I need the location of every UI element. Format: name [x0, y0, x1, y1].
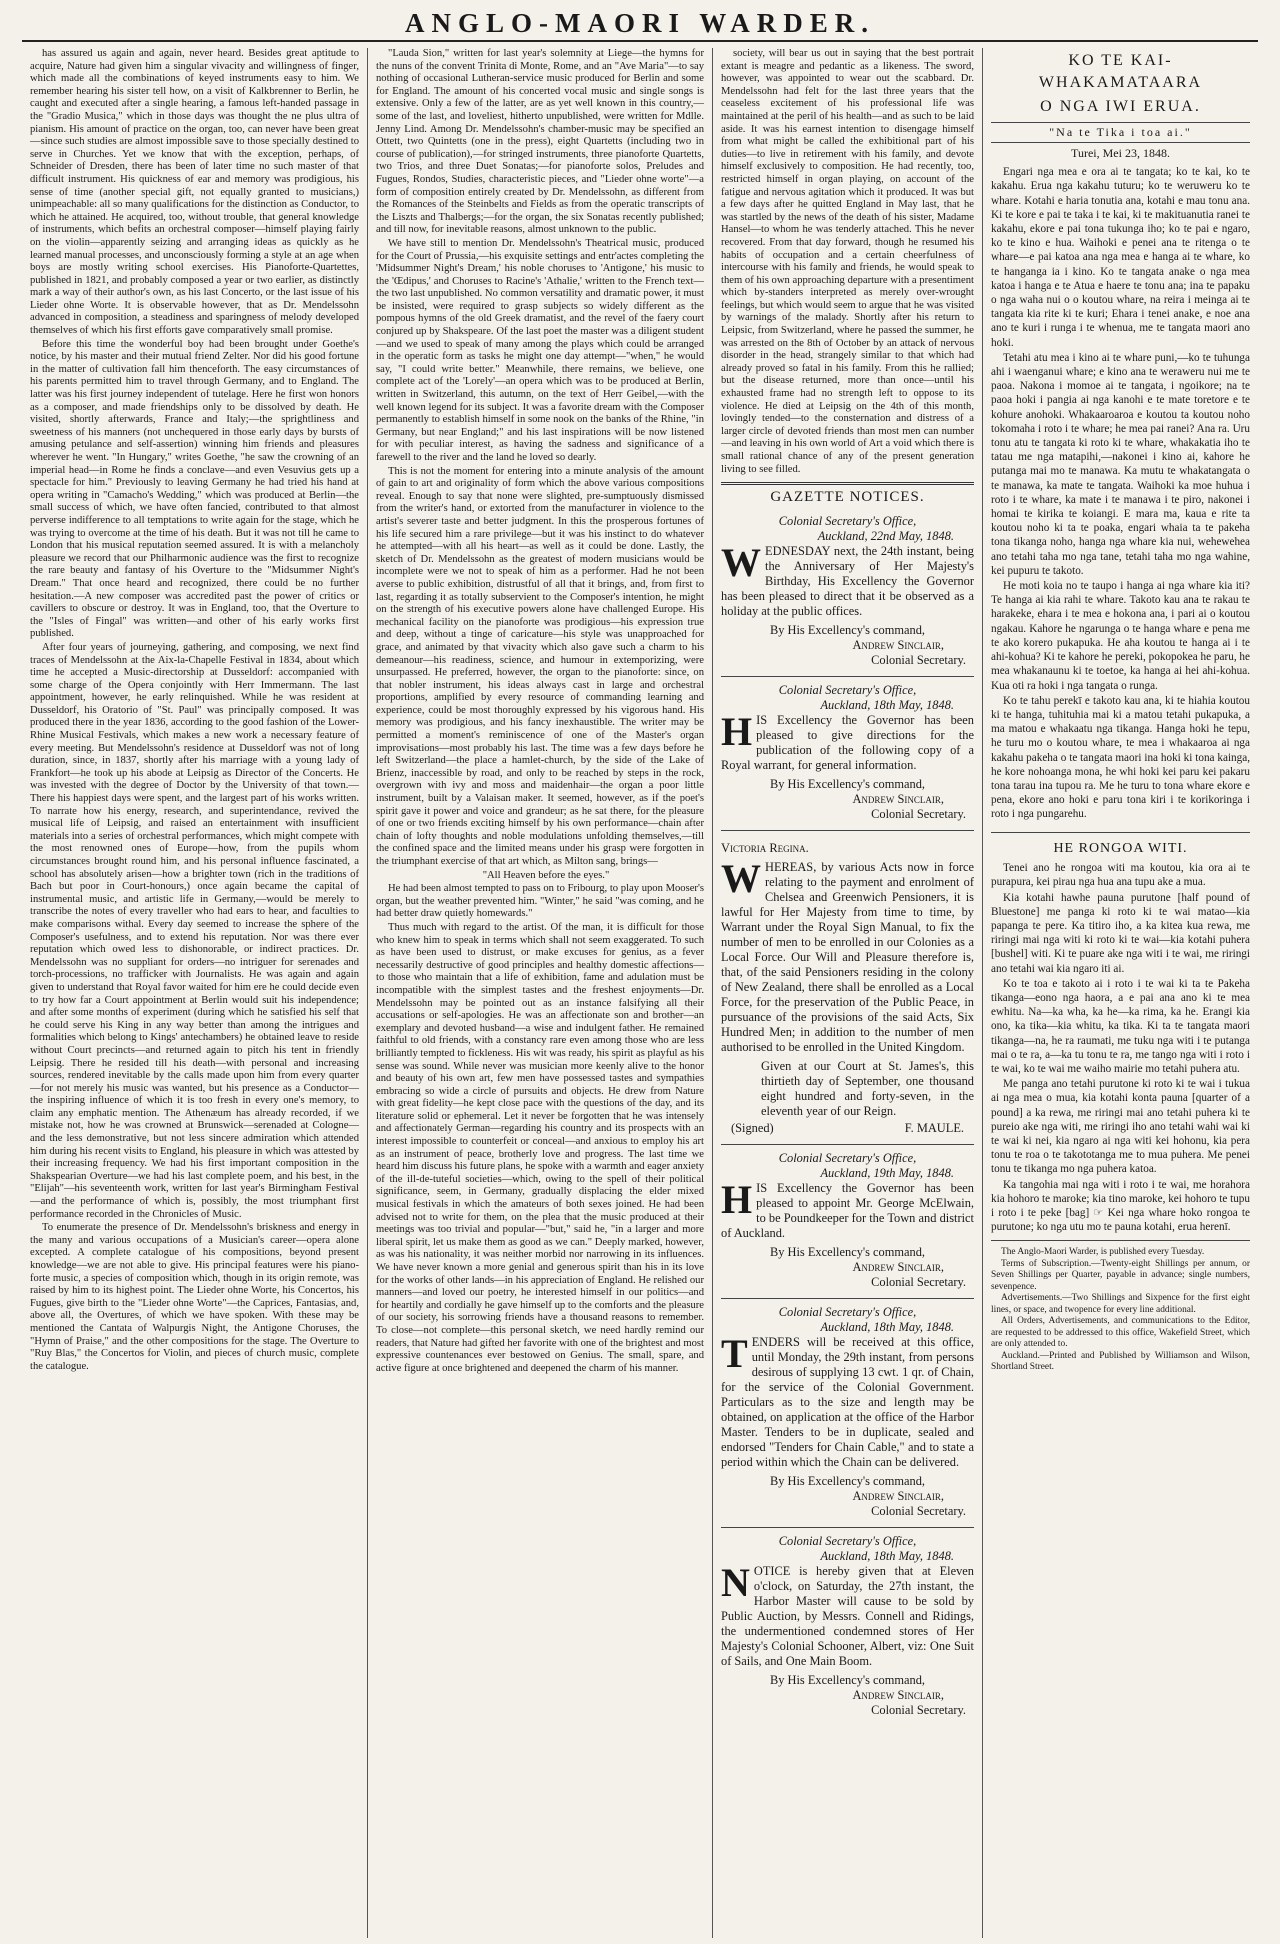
- article-paragraph: He had been almost tempted to pass on to Fribourg, to play upon Mooser's organ, but the weather prevented him. "Winter," he said "was coming, and he had better draw quietly homewards.": [376, 883, 704, 920]
- motto: "Na te Tika i toa ai.": [991, 122, 1250, 143]
- maori-paragraph: Ko te tahu perekī e takoto kau ana, ki te hiahia koutou ki te hanga, tuhituhia mai ki a matou tetahi pukapuka, a ma matou e whakaatu nga tikanga. Hanga hoki he tepu, he turu mo o koutou whare, te mea i whakaaroa ai nga kakahu pakeha o te tangata maori ina hoki ki tona kainga, he kore nohoanga mona, he whi hoki kei paru kei pakaru tona tarau ina tupou ra. Me he turu to tona whare ekore e pena, ekore ano hoki e paru tona kiri i te korikoringa i roto i nga pungarehu.: [991, 694, 1250, 821]
- article-paragraph: This is not the moment for entering into a minute analysis of the amount of gain to art and originality of form which the above various compositions reveal. Enough to say that none were slighted, pre-sumptuously dismissed from the writer's hand, or extorted from the manufacturer in violence to the artist's severer taste and better judgment. In this the prosperous fortunes of his life secured him a rare privilege—but it was his instinct to do whatever he attempted—with all his heart—as well as it could be done. Lastly, the sketch of Dr. Mendelssohn as the greatest of modern musicians would be incomplete were we not to speak of him as a performer. Had he not been averse to public exhibition, distrustful of all that it brings, and, from first to last, regarding it as totally subservient to the Composer's intention, he might on the strength of his executive powers alone have challenged Europe. His mechanical facility on the pianoforte was prodigious—his expression true and deep, without a tinge of caricature—his style was unapproached for grace, and animated by that vivacity which also gave such a charm to his demeanour—his readiness, science, and humour in extemporizing, were unsurpassed. He preferred, however, the organ to the pianoforte: since, on that nobler instrument, his ideas always cast in large and orchestral proportions, amplified by every resource of commanding learning and experience, could be most thoroughly expressed by his vigorous hand. His memory was prodigious, and his fancy inexhaustible. The writer may be permitted a moment's reminiscence of one of the Master's organ improvisations—most probably his last. The time was a few days before he left Switzerland—the place a hamlet-church, by the side of the Lake of Brienz, inaccessible by road, and only to be reached by steps in the rock, overgrown with ivy and moss and maidenhair—the organ a poor little instrument, built by a Valaisan maker. It seemed, however, as if the poet's spirit gave it power and voice and grandeur; as he sat there, for the pleasure of one or two friends exciting himself by his own performance—chain after chain of lofty thoughts and noble modulations unfolding themselves,—till the confined space and the limited means under his grasp were forgotten in the triumphant exercise of that art which, as Milton sang, brings—: [376, 465, 704, 867]
- notice-signature-title: Colonial Secretary.: [871, 1503, 966, 1518]
- column-2: [367, 48, 712, 1938]
- notice-signature-title: Colonial Secretary.: [871, 652, 966, 667]
- signed-name: F. MAULE.: [904, 1120, 964, 1135]
- notice-body: OTICE is hereby given that at Eleven o'clock, on Saturday, the 27th instant, the Harbor Master will cause to be sold by Public Auction, by Messrs. Connell and Ridings, the undermentioned condemned stores of Her Majesty's Colonial Schooner, Albert, viz: One Suit of Sails, and One Main Boom.: [721, 1563, 974, 1668]
- notice-by-command: By His Excellency's command,: [769, 622, 926, 637]
- notice-office: Colonial Secretary's Office,: [778, 513, 917, 528]
- imprint-line: Advertisements.—Two Shillings and Sixpence for the first eight lines, or space, and twopence for every line additional.: [991, 1293, 1250, 1315]
- notice-by-command: By His Excellency's command,: [769, 1672, 926, 1687]
- imprint-line: The Anglo-Maori Warder, is published every Tuesday.: [1001, 1247, 1205, 1258]
- notice-by-command: By His Excellency's command,: [769, 1244, 926, 1259]
- drop-cap: H: [721, 1176, 753, 1222]
- article-paragraph: We have still to mention Dr. Mendelssohn's Theatrical music, produced for the Court of Prussia,—his exquisite settings and entr'actes completing the 'Midsummer Night's Dream,' his noble choruses to 'Antigone,' his music to the 'Œdipus,' and Choruses to Racine's 'Athalie,' written to the French text—the two last unpublished. No common versatility and dramatic power, it must be insisted, were required to grasp subjects so widely different as the pompous hymns of the old Greek dramatist, and the revel of the faery court conjured up by Shakspeare. Of the last poet the master was a diligent student—and we used to speak of many among the plays which could be arranged in the operatic form as tasks he might one day attempt—"when," he would say, "I could write better." Meanwhile, there remains, we believe, one complete act of the 'Lorely'—an opera which was to be produced at Berlin, written in Switzerland, this autumn, on the text of Herr Geibel,—with the well known legend for its subject. It was a favorite dream with the Composer permanently to establish himself in some nook on the banks of the Rhine, "in Germany, but near England;" and his last inspirations will be now listened for with peculiar interest, as having the sadness and significance of a farewell to the river and the land he loved so dearly.: [376, 237, 704, 463]
- quotation: "All Heaven before the eyes.": [482, 869, 610, 881]
- notice-office: Colonial Secretary's Office,: [778, 1304, 917, 1319]
- article-paragraph: To enumerate the presence of Dr. Mendelssohn's briskness and energy in the many and various occupations of a Musician's career—opera alone excepted. A complete catalogue of his compositions, beyond present knowledge—we are not able to give. His principal features were his piano-forte music, a species of composition which, though in its origin remote, was raised by him to its highest point. The Lieder ohne Worte, his Concertos, his Fugues, give birth to the "Lieder ohne Worte"—the Caprices, Fantasias, and, above all, the Overtures, of which we have spoken. With these may be mentioned the Cantata of Walpurgis Night, the Antigone Choruses, the "Hymn of Praise," and the other compositions for the stage. The Overture to "Ruy Blas," the Concertos for Violin, and pieces of church music, complete the catalogue.: [30, 1222, 359, 1372]
- drop-cap: W: [721, 855, 761, 901]
- drop-cap: H: [721, 708, 753, 754]
- drop-cap: T: [721, 1330, 748, 1376]
- notice-office: Colonial Secretary's Office,: [778, 682, 917, 697]
- column-1: [22, 48, 367, 1938]
- notice-signature: Andrew Sinclair,: [852, 637, 944, 652]
- notice-signature-title: Colonial Secretary.: [871, 1702, 966, 1717]
- gazette-notice: [721, 508, 974, 677]
- maori-section-subtitle: O NGA IWI ERUA.: [1040, 98, 1201, 115]
- notice-by-command: By His Excellency's command,: [769, 776, 926, 791]
- notice-signature: Andrew Sinclair,: [852, 1259, 944, 1274]
- notice-body: EDNESDAY next, the 24th instant, being the Anniversary of Her Majesty's Birthday, His Excellency the Governor has been pleased to direct that it be observed as a holiday at the public offices.: [721, 543, 974, 618]
- rongoa-paragraph: Ka tangohia mai nga witi i roto i te wai, me horahora kia hohoro te maroke; kia tino maroke, kei hohoro te tupu i roto i te peke [bag] ☞ Kei nga whare hoko rongoa te purutone; ko nga utu mo te pauna kotahi, erua herenī.: [991, 1178, 1250, 1234]
- royal-heading: Victoria Regina.: [721, 840, 809, 855]
- drop-cap: W: [721, 539, 761, 585]
- notice-body: IS Excellency the Governor has been pleased to appoint Mr. George McElwain, to be Poundkeeper for the Town and district of Auckland.: [721, 1180, 974, 1240]
- notice-date: Auckland, 18th May, 1848.: [820, 1548, 954, 1563]
- issue-date: Turei, Mei 23, 1848.: [1071, 145, 1170, 160]
- article-paragraph: After four years of journeying, gathering, and composing, we next find traces of Mendelssohn at the Aix-la-Chapelle Festival in 1834, about which time he accepted a Music-directorship at Dusseldorf: accompanied with some charge of the Opera conjointly with Herr Immermann. The last appointment, however, he early relinquished. While he was resident at Dusseldorf, his Oratorio of "St. Paul" was principally composed. It was produced there in the year 1836, according to the good fashion of the Lower-Rhine Musical Festivals, which makes a new work a necessary feature of every meeting. But Mendelssohn's residence at Dusseldorf was not of long duration, since, in 1837, shortly after his marriage with a young lady of Frankfort—he took up his abode at Leipsig as Director of the Concerts. He was invested with the degree of Doctor by the University of that town.—There his happiest days were spent, and the largest part of his works written. To narrate how his energy, research, and superintendance, revived the musical life of Leipsig, and raised an entertainment with insufficient materials into a series of orchestral performances, which might compete with the most renowned ones of Europe—how, from the pupils whom circumstances brought round him, and his personal influence fascinated, a school has absolutely arisen—how a brighter town (rich in the traditions of Bach but poor in Court-honours,) once again became the capital of instrumental music, and artistic life in Germany,—would be merely to transcribe the notes of every traveller who had ears to hear, and faculties to make comparisons withal. Every day seemed to increase the sphere of the Composer's usefulness, and to extend his reputation. Nor was there ever reputation which owed less to dishonorable, or indirect practices. Dr. Mendelssohn was no suppliant for orders—no intriguer for serenades and torch-processions, no trafficker with Journalists. He was again and again given to understand that Royal favor waited for him ere he could decide even to try how far a Court appointment at Berlin would suit his independence; and after some months of experiment (during which he satisfied his self that he could serve his King in any way better than among the intrigues and formalities which belong to Kings' antechambers) he obtained leave to reside without Court precincts—and returned again to pitch his tent in friendly Leipsig. There he resided till his death—with personal and increasing sources, rendered inevitable by the calls made upon him from every quarter—for not merely his music was wanted, but his presence as a Conductor—the inspiring influence of which it is too fresh in every one's memory, to claim any emphatic mention. The Athenæum has already recorded, if we mistake not, how he was crowned at Brunswick—serenaded at Cologne—and the less demonstrative, but not less sincere admiration which attended him during his recent visits to England, his pleasure in which was attested by their increasing frequency. We had his first important composition in the Shakspearian Overture—we had his last complete poem, and his best, in the "Elijah"—his seventeenth work, written for last year's Birmingham Festival—and the performance of which is, possibly, the most triumphant first performance recorded in the Chronicles of Music.: [30, 641, 359, 1220]
- maori-paragraph: He moti koia no te taupo i hanga ai nga whare kia iti? Te hanga ai kia rahi te whare. Takoto kau ana te rakau te harakeke, ehara i te mea e hokona ana, i pari ai o koutou ngakau. Kahore he ngarunga o te hanga whare e pena me te ako korero pukapuka. He aha koutou te hanga ai i te ahi-kohua? Ki te kahore he pereki, pokopokea he paru, he mea whakanaunu ki te toetoe, ka hanga ai hei ahi-kohua. Kua oti ra hoki i nga tangata o runga.: [991, 580, 1250, 692]
- imprint: [991, 1240, 1250, 1374]
- gazette-notice: [721, 1145, 974, 1299]
- notice-body: ENDERS will be received at this office, until Monday, the 29th instant, from persons desirous of supplying 13 cwt. 1 qr. of Chain, for the service of the Colonial Government. Particulars as to the size and length may be obtained, on application at the office of the Harbor Master. Tenders to be in duplicate, sealed and endorsed "Tenders for Chain Cable," and to state a period within which the Chain can be delivered.: [721, 1334, 974, 1469]
- notice-signature-title: Colonial Secretary.: [871, 806, 966, 821]
- notice-office: Colonial Secretary's Office,: [778, 1533, 917, 1548]
- notice-date: Auckland, 22nd May, 1848.: [817, 528, 954, 543]
- column-4: [982, 48, 1258, 1938]
- article-paragraph: Thus much with regard to the artist. Of the man, it is difficult for those who knew him to speak in terms which shall not seem exaggerated. To such as have been used to distrust, or make excuses for genius, as a fever necessarily destructive of good principles and healthy domestic affections—to those who maintain that a life of exhibition, fame and adulation must be incompatible with the simplest tastes and the freshest enjoyments—Dr. Mendelssohn may be pointed out as an instance falsifying all their accusations or self-apologies. He was an affectionate son and brother—an exemplary and devoted husband—a wise and indulgent father. He remained faithful to old friends, with a constancy rare even among those who are less brilliantly tempted to fickleness. His wit was ready, his spirit as playful as his sense was sound. While never was musician more keenly alive to the honor and beauty of his own art, few men have possessed tastes and sympathies embracing so wide a circle of pursuits and objects. He drew from Nature with great fidelity—he kept close pace with the questions of the day, and its literature solid or ephemeral. Let it never be forgotten that he was intensely and affectionately German—regarding his country and its prospects with an interest impossible to counterfeit or conceal—and anxious to employ his art as an instrument of peace, brotherly love and progress. The last time we heard him discuss his future plans, he spoke with a warmth and eager anxiety of the ill-de-tuteful societies—which, owing to the spell of their political significance, seem, in Germany, gradually displacing the elder mixed musical festivals in which the amateurs of both sexes joined. He had been advised not to write for them, on the plea that the music produced at their meetings was too trivial and popular—"but," said he, "in a larger and more liberal spirit, let us make them as good as we can." Deeply marked, however, as was his nationality, it was neither morbid nor narrowing in its influences. We have never known a more genial and generous spirit than his in its love for the works of other lands—in his appreciation of England. He relished our manners—and loved our poetry, he interested himself in our politics—and for heartily and cordially he gave himself up to the comforts and the pleasure of our society, his sorrowing friends have a thousand reasons to remember. To close—not complete—this personal sketch, we need hardly remind our readers, that Nature had gifted her favorite with one of the brightest and most expressive countenances ever bestowed on Genius. The small, spare, and active figure at once brightened and deepened the charm of his manner.: [376, 921, 704, 1374]
- notice-by-command: By His Excellency's command,: [769, 1473, 926, 1488]
- maori-paragraph: Engari nga mea e ora ai te tangata; ko te kai, ko te kakahu. Erua nga kakahu tuturu; ko te weruweru ko te whare. Kotahi e haria tonutia ana, kotahi e mau tonu ana. Ki te kore e pai te taka i te kai, ki te makituanutia ranei te kakahu, ekore e pai tona tukunga iho; ko te pai e ngaro, ko te kino e hua. Waihoki e penei ana te ritenga o te whare—e pai katoa ana nga mea e hanga ai te whare, ko te hanganga ia i kino. Ko te tangata anake o nga mea katoa i hanga e te Atua e haere te tonu ana; ina te papaku o nga waha nui o o koutou whare, na reira i meinga ai te tangata kia rite ki te kuri; Ehara i tenei anake, e noe ana ano te kuri i runga i te whenua, me te tangata maori ano hoki.: [991, 166, 1250, 349]
- notice-signature: Andrew Sinclair,: [852, 1687, 944, 1702]
- notice-body: IS Excellency the Governor has been pleased to give directions for the publication of the following copy of a Royal warrant, for general information.: [721, 712, 974, 772]
- notice-date: Auckland, 19th May, 1848.: [820, 1165, 954, 1180]
- drop-cap: N: [721, 1559, 750, 1605]
- gazette-title: GAZETTE NOTICES.: [721, 482, 974, 504]
- signed-label: (Signed): [731, 1120, 774, 1135]
- notice-given: Given at our Court at St. James's, this thirtieth day of September, one thousand eight hundred and forty-seven, in the eleventh year of our Reign.: [761, 1058, 974, 1118]
- imprint-line: Auckland.—Printed and Published by Williamson and Wilson, Shortland Street.: [991, 1350, 1250, 1373]
- imprint-line: All Orders, Advertisements, and communications to the Editor, are requested to be addressed to this office, Wakefield Street, which are only attended to.: [991, 1316, 1250, 1350]
- notice-signature-title: Colonial Secretary.: [871, 1274, 966, 1289]
- notice-office: Colonial Secretary's Office,: [778, 1150, 917, 1165]
- article-paragraph: has assured us again and again, never heard. Besides great aptitude to acquire, Nature had given him a singular vivacity and willingness of finger, which made all the combinations of keyed instruments easy to him. We remember hearing his sister tell how, on a visit of Kalkbrenner to Berlin, he caught and executed after a single hearing, a famous left-handed passage in the "Gradio Musica," which in those days was thought the ne plus ultra of pianism. His amount of practice on the organ, too, can never have been great—since such studies are almost impossible save to those specially destined to serve in Churches. Yet we know that with the exception, perhaps, of Schneider of Dresden, there has been of later time no such master of that difficult instrument. His quickness of ear and memory was prodigious, his sense of time (another special gift, not equally granted to musicians,) unimpeachable: all so many qualifications for the distinction as Conductor, to which he attained. He acquired, too, without trouble, that general knowledge of instruments, which befits an orchestral composer—himself playing fairly on the violin—apparently seizing and arranging ideas as quickly as he learned manual processes, and unconsciously forming a style at an age when boys are mostly writing school exercises. His Pianoforte-Quartettes, published in 1821, and probably composed a year or two earlier, as distinctly mark a way of their author's own, as his last Concerto, or the last issue of his Lieder ohne Worte. It is observable however, that as Dr. Mendelssohn advanced in composition, a steadiness and sparingness of melody developed themselves of which his first efforts gave comparatively small promise.: [30, 48, 359, 337]
- article-paragraph: Before this time the wonderful boy had been brought under Goethe's notice, by his master and their mutual friend Zelter. Nor did his good fortune in the matter of cultivation fall him thenceforth. The easy circumstances of his parents permitted him to travel through Germany, and to England. The latter was his first journey independent of tutelage. Here he first won honors as a composer, and made friendships only to be dissolved by death. He visited, shortly afterwards, France and Italy;—the sprightliness and sweetness of his manners (not unchequered in those early days by bursts of amusing petulance and self-assertion) winning him friends and pleasures wherever he went. "In Hungary," writes Goethe, "he saw the crowning of an imperial head—in Rome he finds a conclave—and even Vesuvius gets up a spectacle for him." Previously to leaving Germany he had tried his hand at opera writing in "Camacho's Wedding," which was produced at Berlin—the small success of which, we have often fancied, contributed to that almost perverse indifference to all temptations to write again for the stage, which he was trying to overcome at the time of his death. But it was not till he came to London that his musical reputation seemed assured. It is with a melancholy pleasure we record that our Philharmonic audience was the first to recognize the rare beauty and fantasy of his Overture to the "Midsummer Night's Dream." That once heard and recognized, there could be no further hesitation.—A new composer was accredited past the power of critics or cavillers to obscure or destroy. It was in England, too, that the Overture to the "Isles of Fingal" was written—and other of his early works first published.: [30, 338, 359, 640]
- article-paragraph: "Lauda Sion," written for last year's solemnity at Liege—the hymns for the nuns of the convent Trinita di Monte, Rome, and an "Ave Maria"—to say nothing of occasional Lutheran-service music produced for Berlin and some for England. The amount of his concerted vocal music and single songs is extensive. Only a few of the latter, are as yet well known in this country,—some of the last, and loveliest, hitherto unpublished, were written for Mdlle. Jenny Lind. Among Dr. Mendelssohn's chamber-music may be specified an Ottett, two Quintetts (one in the press), eight Quartetts (including two in course of publication),—for stringed instruments, three pianoforte Quartetts, two Trios, and three Duet Sonatas;—for pianoforte solos, Preludes and Fugues, Rondos, Studies, characteristic pieces, and "Lieder ohne worte"—a form of composition entirely created by Dr. Mendelssohn, as different from the Romances of the Steinbelts and Fields as from the operatic transcripts of the Liszts and Thalbergs;—for the organ, the six Sonatas recently published; and till now, for inevitable reasons, almost unknown to the public.: [376, 48, 704, 236]
- masthead: ANGLO-MAORI WARDER.: [22, 6, 1258, 42]
- imprint-line: Terms of Subscription.—Twenty-eight Shillings per annum, or Seven Shillings per Quarter, payable in advance; single numbers, sevenpence.: [991, 1258, 1250, 1292]
- notice-signature: Andrew Sinclair,: [852, 1488, 944, 1503]
- rongoa-paragraph: Me panga ano tetahi purutone ki roto ki te wai i tukua ai nga mea o mua, kia kotahi konta pauna [quarter of a pound] a ka rewa, me riringi mai ano tetahi puhera ki te pureio ake nga witi, me riringi iho ano tetahi wahi wai ki te wai ki nei, kia ngaro ai nga witi kei hohonu, kia pera tonu te roa o te takototanga me to mua puhera. Me penei tonu te tikanga mo nga puhera katoa.: [991, 1078, 1250, 1176]
- signed-line: [721, 1121, 974, 1136]
- article-paragraph: society, will bear us out in saying that the best portrait extant is meagre and pedantic as a likeness. The sword, however, was appointed to wear out the scabbard. Dr. Mendelssohn had felt for the last three years that the ceaseless excitement of his professional life was maintained at the peril of his health—and as such to be laid aside. It was his earnest intention to disengage himself from what might be called the exhibitional part of his duties—to live in retirement with his family, and devote himself exclusively to composition. He had recently, too, restricted himself in organ playing, on account of the fatigue and nervous agitation which it produced. It was but a few days after he quitted England in May last, that he was startled by the news of the death of his sister, Madame Hansel—to whom he was tenderly attached. This he never recovered. From that day forward, though he resumed his habits of occupation and a certain cheerfulness of intercourse with his family and friends, he would speak to them of his own approaching departure with a presentiment which by-standers interpreted as merely over-wrought feelings, but which would seem to argue that he was visited by warnings of the malady. Shortly after his return to Leipsic, from Switzerland, where he passed the summer, he was arrested on the 8th of October by an attack of nervous disorder in the head, strangely similar to that which had already proved so fatal in his family. From this he rallied; but the disease returned, more than once—until his exhausted frame had no strength left to oppose to its violence. He died at Leipsig on the 4th of this month, lovingly tended—to the consternation and distress of a larger circle of devoted friends than most men can number—and leaving in his own world of Art a void which there is small rational chance of any of the present generation living to see filled.: [721, 48, 974, 475]
- notice-date: Auckland, 18th May, 1848.: [820, 1319, 954, 1334]
- rongoa-paragraph: Kia kotahi hawhe pauna purutone [half pound of Bluestone] me panga ki roto ki te wai matao—kia papanga te pere. Ka titiro iho, a ka kitea kua rewa, me riringi mai nga witi ki roto ki te wai—kia kotahi puhera [bushel] witi. Ki te puare ake nga witi i te wai, me riringi ano tetahi wai kia ngaro iti ai.: [991, 891, 1250, 975]
- gazette-notice: [721, 1299, 974, 1528]
- gazette-notice: [721, 831, 974, 1145]
- rongoa-paragraph: Tenei ano he rongoa witi ma koutou, kia ora ai te purapura, kei pirau nga hua ana tupu ake a mua.: [991, 862, 1250, 889]
- rongoa-paragraph: Ko te toa e takoto ai i roto i te wai ki ta te Pakeha tikanga—eono nga haora, a e pai ana ano ki te mea ewhitu. Na—ka wha, ka he—ka rima, ka he. Erangi kia ono, ka tika—kia whitu, ka tika. Ki ta te tangata maori tikanga—na, he ra raumati, me tuku nga witi i te putanga mai o te ra, a—ka tu tonu te ra, me tango nga witi i roto i te wai, ko te wai me waiho mairie mo tetahi puhera atu.: [991, 977, 1250, 1075]
- gazette-notice: [721, 677, 974, 831]
- column-3: [712, 48, 982, 1938]
- rongoa-title: HE RONGOA WITI.: [991, 832, 1250, 856]
- notice-signature: Andrew Sinclair,: [852, 791, 944, 806]
- notice-date: Auckland, 18th May, 1848.: [820, 697, 954, 712]
- maori-paragraph: Tetahi atu mea i kino ai te whare puni,—ko te tuhunga ahi i waenganui whare; e kino ana te weraweru nui me te paoa. Nakona i momoe ai te tangata, i ngoikore; na te paoa hoki i pangia ai nga kanohi e te mate toretore e te kohure anohoki. Whakaaroaroa e koutou ta koutou noho tokomaha i roto i te whare; he mea pai ranei? Ana ra. Uru tonu atu te tangata ki roto ki te whare, whakakatia iho te tatau me nga matapihi,—nakonei i kino ai, kahore he putanga mai mo te manawa. Ka mutu te whakatangata o te manawa, ka mate te tangata. Waihoki ka moe huhua i roto i te whare, ka mate i te manawa i te piro, nakonei i homai te kirika te koiangi. E mara ma, kaua e rite ta koutou noho ki ta te poaka, engari whaia ta te pakeha tona tikanga noho, hanga nga whare kia nui, wehewehea ano tetahi taha mo nga tane, tetahi taha mo nga wahine, kei pupuru te takoto.: [991, 351, 1250, 577]
- maori-section-title: KO TE KAI-WHAKAMATAARA: [1038, 52, 1203, 91]
- gazette-notice: [721, 1528, 974, 1726]
- notice-body: HEREAS, by various Acts now in force relating to the payment and enrolment of Chelsea and Greenwich Pensioners, it is lawful for Her Majesty from time to time, by Warrant under the Royal Sign Manual, to fix the number of men to be enrolled in our Colonies as a Local Force. Our Will and Pleasure therefore is, that, of the said Pensioners residing in the colony of New Zealand, there shall be enrolled as a Local Force, for the preservation of the Public Peace, in pursuance of the provisions of the said Acts, Six Hundred Men; in addition to the number of men authorised to be enrolled in the United Kingdom.: [721, 859, 974, 1054]
